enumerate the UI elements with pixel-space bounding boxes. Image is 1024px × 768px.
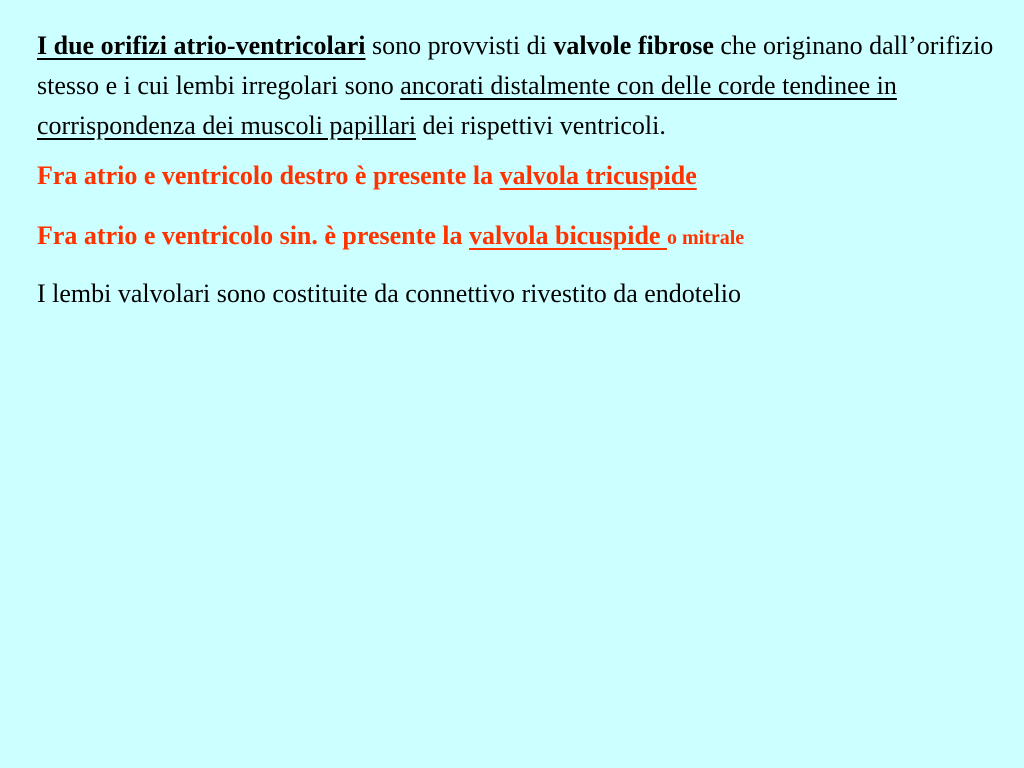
term-fibrous-valves: valvole fibrose [553, 31, 714, 60]
term-atrioventricular-orifices: I due orifizi atrio-ventricolari [37, 31, 366, 60]
paragraph-atrioventricular-orifices [37, 26, 1004, 146]
paragraph-valve-leaflets: I lembi valvolari sono costituite da connettivo rivestito da endotelio [37, 279, 742, 308]
bicuspid-valve-link[interactable]: valvola bicuspide [469, 221, 667, 250]
paragraph-tricuspid [37, 156, 1004, 196]
paragraph-text: Fra atrio e ventricolo destro è presente la [37, 161, 500, 190]
underlined-chordae-tendineae: ancorati distalmente con delle corde tendinee in corrispondenza dei muscoli papillari [37, 71, 897, 140]
paragraph-text: sono provvisti di [365, 31, 554, 60]
tricuspid-valve-link[interactable]: valvola tricuspide [499, 161, 697, 190]
paragraph-text: Fra atrio e ventricolo sin. è presente la [37, 221, 470, 250]
mitral-suffix: o mitrale [666, 227, 745, 249]
paragraph-text: dei rispettivi ventricoli. [416, 111, 666, 140]
paragraph-bicuspid [37, 216, 1004, 258]
paragraph-text: che originano dall’orifizio stesso e i cui lembi irregolari sono [37, 31, 994, 100]
